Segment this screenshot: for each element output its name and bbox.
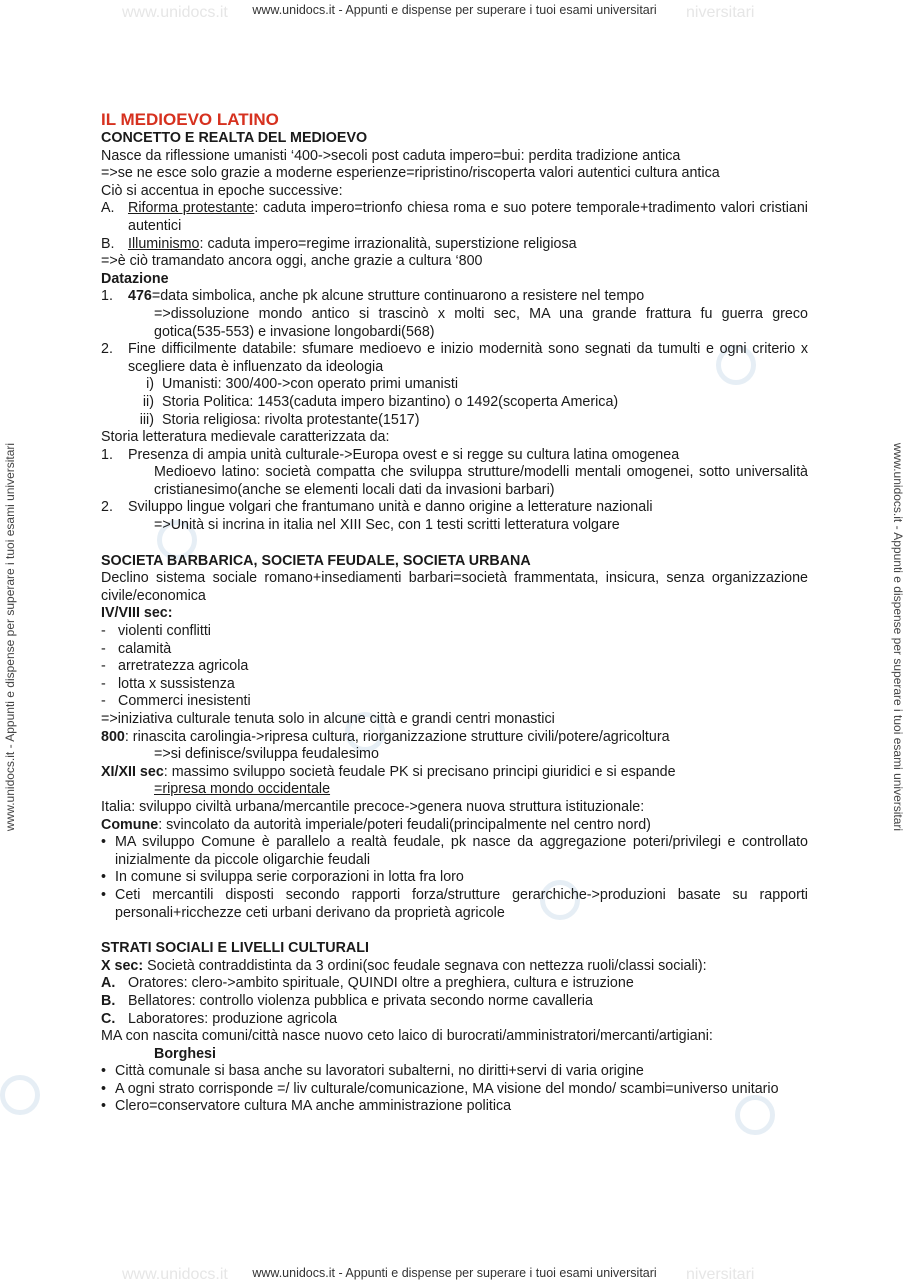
subheading: Borghesi: [154, 1045, 216, 1062]
list-subitem: i) Umanisti: 300/400->con operato primi umanisti: [146, 376, 459, 393]
page-title: IL MEDIOEVO LATINO: [101, 110, 279, 129]
list-subitem: ii) Storia Politica: 1453(caduta impero bizantino) o 1492(scoperta America): [142, 393, 619, 410]
list-item: A. Riforma protestante: caduta impero=trionfo chiesa roma e suo potere temporale+tradimento valori cristiani autentici: [101, 200, 808, 234]
list-item: - violenti conflitti: [101, 623, 211, 640]
paragraph: Italia: sviluppo civiltà urbana/mercantile precoce->genera nuova struttura istituzionale:: [101, 798, 645, 815]
list-subitem: =>Unità si incrina in italia nel XIII Sec, con 1 testi scritti letteratura volgare: [154, 517, 620, 534]
paragraph: XI/XII sec: massimo sviluppo società feudale PK si precisano principi giuridici e si espande: [101, 763, 676, 780]
ghost-watermark-footer-right: niversitari: [686, 1266, 755, 1283]
footer-watermark: www.unidocs.it - Appunti e dispense per superare i tuoi esami universitari: [252, 1266, 657, 1280]
list-item: B. Bellatores: controllo violenza pubblica e privata secondo norme cavalleria: [101, 992, 593, 1009]
paragraph: =>se ne esce solo grazie a moderne esperienze=ripristino/riscoperta valori autentici cultura antica: [101, 165, 720, 182]
section-heading: CONCETTO E REALTA DEL MEDIOEVO: [101, 130, 368, 146]
list-item: C. Laboratores: produzione agricola: [101, 1010, 338, 1027]
side-watermark-right: www.unidocs.it - Appunti e dispense per superare i tuoi esami universitari: [891, 442, 905, 832]
list-item: • Clero=conservatore cultura MA anche amministrazione politica: [101, 1098, 512, 1115]
list-subitem: =>si definisce/sviluppa feudalesimo: [154, 746, 379, 763]
section-heading: STRATI SOCIALI E LIVELLI CULTURALI: [101, 940, 369, 957]
paragraph: =>iniziativa culturale tenuta solo in alcune città e grandi centri monastici: [101, 711, 555, 727]
list-subitem: iii) Storia religiosa: rivolta protestante(1517): [139, 411, 420, 428]
list-item: • A ogni strato corrisponde =/ liv culturale/comunicazione, MA visione del mondo/ scambi=universo unitario: [101, 1080, 779, 1097]
list-item: 1. 476=data simbolica, anche pk alcune strutture continuarono a resistere nel tempo: [101, 288, 645, 305]
watermark-logo-icon: [0, 1075, 40, 1115]
list-item: • Città comunale si basa anche su lavoratori subalterni, no diritti+servi di varia origine: [101, 1063, 644, 1080]
side-watermark-left: www.unidocs.it - Appunti e dispense per superare i tuoi esami universitari: [3, 442, 17, 832]
paragraph: X sec: Società contraddistinta da 3 ordini(soc feudale segnava con nettezza ruoli/classi sociali):: [101, 957, 707, 974]
paragraph: 800: rinascita carolingia->ripresa cultura, riorganizzazione strutture civili/potere/agricoltura: [101, 728, 670, 745]
list-subitem: =>dissoluzione mondo antico si trascinò x molti sec, MA una grande frattura fu guerra greco gotica(535-553) e invasione longobardi(568): [154, 305, 808, 340]
list-item: - lotta x sussistenza: [101, 675, 235, 692]
paragraph: Storia letteratura medievale caratterizzata da:: [101, 429, 390, 446]
list-item: 1. Presenza di ampia unità culturale->Europa ovest e si regge su cultura latina omogenea: [101, 446, 680, 463]
document-body: [101, 110, 808, 1116]
paragraph: MA con nascita comuni/città nasce nuovo ceto laico di burocrati/amministratori/mercanti/artigiani:: [101, 1028, 713, 1045]
list-item: • Ceti mercantili disposti secondo rapporti forza/strutture gerarchiche->produzioni basate su rapporti personali+ricchezze ceti urbani derivano da proprietà agricole: [101, 886, 808, 921]
list-item: • MA sviluppo Comune è parallelo a realtà feudale, pk nasce da aggregazione poteri/privilegi e controllato inizialmente da piccole oligarchie feudali: [101, 834, 808, 868]
list-item: 2. Fine difficilmente databile: sfumare medioevo e inizio modernità sono segnati da tumulti e ogni criterio x scegliere data è influenzato da ideologia: [101, 341, 808, 375]
subheading: Datazione: [101, 270, 169, 287]
list-item: - calamità: [101, 640, 172, 657]
list-item: B. Illuminismo: caduta impero=regime irrazionalità, superstizione religiosa: [101, 235, 577, 252]
list-item: - arretratezza agricola: [101, 658, 249, 675]
paragraph: Ciò si accentua in epoche successive:: [101, 182, 343, 199]
ghost-watermark-footer-left: www.unidocs.it: [122, 1266, 228, 1283]
list-item: • In comune si sviluppa serie corporazioni in lotta fra loro: [101, 869, 464, 886]
ghost-watermark-right: niversitari: [686, 4, 755, 21]
subheading: IV/VIII sec:: [101, 605, 173, 622]
paragraph: Declino sistema sociale romano+insediamenti barbari=società frammentata, insicura, senza organizzazione civile/economica: [101, 570, 808, 604]
list-item: A. Oratores: clero->ambito spirituale, QUINDI oltre a preghiera, cultura e istruzione: [101, 975, 634, 992]
paragraph: =>è ciò tramandato ancora oggi, anche grazie a cultura ‘800: [101, 253, 483, 270]
section-heading: SOCIETA BARBARICA, SOCIETA FEUDALE, SOCIETA URBANA: [101, 552, 531, 569]
ghost-watermark-left: www.unidocs.it: [122, 4, 228, 21]
list-item: 2. Sviluppo lingue volgari che frantumano unità e danno origine a letterature nazionali: [101, 499, 653, 516]
list-item: - Commerci inesistenti: [101, 693, 251, 710]
list-subitem: =ripresa mondo occidentale: [154, 781, 331, 798]
paragraph: Nasce da riflessione umanisti ‘400->secoli post caduta impero=bui: perdita tradizione antica: [101, 147, 681, 164]
header-watermark: www.unidocs.it - Appunti e dispense per superare i tuoi esami universitari: [252, 3, 657, 17]
paragraph: Comune: svincolato da autorità imperiale/poteri feudali(principalmente nel centro nord): [101, 816, 651, 833]
list-subitem: Medioevo latino: società compatta che sviluppa strutture/modelli mentali omogenei, sotto universalità cristianesimo(anche se elementi locali dati da invasioni barbari): [154, 464, 808, 498]
